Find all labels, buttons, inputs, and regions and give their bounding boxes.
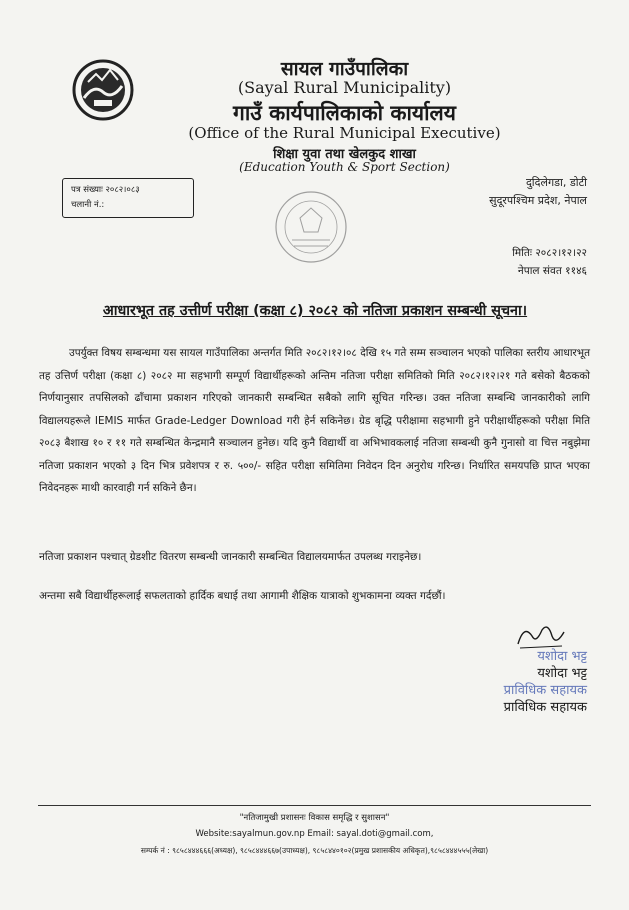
signatory-stamp-name: यशोदा भट्ट [537,649,587,664]
address-line-2: सुदूरपश्चिम प्रदेश, नेपाल [489,194,587,207]
section-name-np: शिक्षा युवा तथा खेलकुद शाखा [273,147,416,162]
office-seal-icon [270,188,352,266]
footer-motto: "नतिजामुखी प्रशासनः विकास समृद्धि र सुशासन" [239,813,390,823]
notice-body [39,342,590,500]
footer-contact: Website:sayalmun.gov.np Email: sayal.doti@gmail.com, [195,829,434,839]
signatory-block [504,648,587,716]
date-block [512,244,587,280]
letter-number: पत्र संख्याः २०८२।०८३ [71,185,140,195]
municipality-name-en: (Sayal Rural Municipality) [237,78,452,97]
notice-subject: आधारभूत तह उत्तीर्ण परीक्षा (कक्षा ८) २०८२ को नतिजा प्रकाशन सम्बन्धी सूचना। [102,303,528,319]
office-name-en: (Office of the Rural Municipal Executive) [188,124,501,142]
office-address [489,174,587,210]
body-paragraph-1: उपर्युक्त विषय सम्बन्धमा यस सायल गाउँपालिका अन्तर्गत मिति २०८२।१२।०८ देखि १५ गते सम्म सञ्चालन भएको पालिका स्तरीय आधारभूत तह उत्तिर्ण परीक्षा (कक्षा ८) २०८२ मा सहभागी सम्पूर्ण विद्यार्थीहरूको अन्तिम नतिजा परीक्षा समितिको मिति २०८२।१२।२१ गते बसेको बैठकको निर्णयानुसार तपसिलको ढाँचामा प्रकाशन गरिएको जानकारी सम्बन्धित सबैको लागि सूचित गरिन्छ। उक्त नतिजा सम्बन्धि जानकारीको लागि विद्यालयहरूले IEMIS मार्फत Grade-Ledger Download गरी हेर्न सकिनेछ। ग्रेड बृद्धि परीक्षामा सहभागी हुने परीक्षार्थीहरूको परीक्षा मिति २०८३ बैशाख १० र ११ गते सम्बन्धित केन्द्रमानै सञ्चालन हुनेछ। यदि कुनै विद्यार्थी वा अभिभावकलाई नतिजा सम्बन्धी कुनै गुनासो वा चित्त नबुझेमा नतिजा प्रकाशन भएको ३ दिन भित्र प्रवेशपत्र र रु. ५००/- सहित परीक्षा समितिमा निवेदन दिन अनुरोध गरिन्छ। निर्धारित समयपछि प्राप्त भएका निवेदनहरू माथी कारवाही गर्न सकिने छैन। [39,347,590,494]
section-name-en: (Education Youth & Sport Section) [239,160,450,174]
footer-phones: सम्पर्क नं : ९८५८४४४६६६(अध्यक्ष), ९८५८४४४६६७(उपाध्यक्ष), ९८५८४४०१०२(प्रमुख प्रशासकीय अधिकृत),९८५८४४४५५५(लेखा) [140,846,489,855]
reference-box [62,178,194,218]
signatory-name: यशोदा भट्ट [537,666,587,681]
nepal-sambat: नेपाल संवत ११४६ [517,265,587,277]
body-paragraph-3: अन्तमा सबै विद्यार्थीहरूलाई सफलताको हार्दिक बधाई तथा आगामी शैक्षिक यात्राको शुभकामना व्यक्त गर्दछौं। [39,590,446,602]
signatory-stamp-title: प्राविधिक सहायक [503,683,587,698]
notice-date: मितिः २०८२।१२।२२ [512,247,587,259]
address-line-1: दुदिलेगडा, डोटी [525,176,587,189]
municipality-name-np: सायल गाउँपालिका [280,58,409,80]
dispatch-number: चलानी नं.: [71,200,105,210]
signatory-title: प्राविधिक सहायक [503,700,587,715]
body-paragraph-2: नतिजा प्रकाशन पश्चात् ग्रेडशीट वितरण सम्बन्धी जानकारी सम्बन्धित विद्यालयमार्फत उपलब्ध गराइनेछ। [39,551,422,563]
office-name-np: गाउँ कार्यपालिकाको कार्यालय [233,101,456,125]
footer-divider [38,805,591,806]
signature-icon [514,618,568,652]
